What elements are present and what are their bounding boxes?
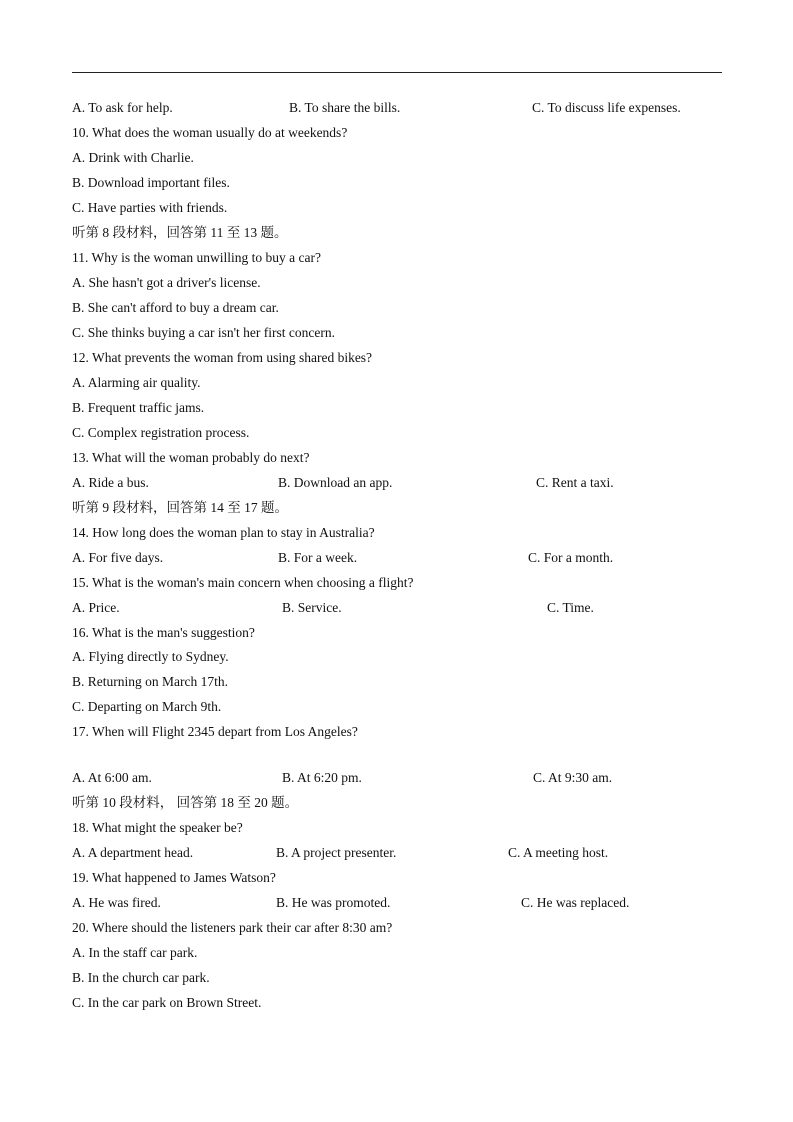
q19-stem: 19. What happened to James Watson? (72, 870, 276, 885)
q9-option-c: C. To discuss life expenses. (532, 100, 681, 115)
section-heading-10: 听第 10 段材料， 回答第 18 至 20 题。 (72, 795, 299, 810)
q20-option-c: C. In the car park on Brown Street. (72, 995, 262, 1010)
q20-option-a: A. In the staff car park. (72, 945, 198, 960)
q10-option-b: B. Download important files. (72, 175, 230, 190)
q14-option-a: A. For five days. (72, 550, 164, 565)
q19-option-c: C. He was replaced. (521, 895, 630, 910)
q12-option-c: C. Complex registration process. (72, 425, 250, 440)
q13-option-c: C. Rent a taxi. (536, 475, 614, 490)
q18-option-b: B. A project presenter. (276, 845, 397, 860)
q14-stem: 14. How long does the woman plan to stay in Australia? (72, 525, 375, 540)
q11-option-b: B. She can't afford to buy a dream car. (72, 300, 279, 315)
q15-option-a: A. Price. (72, 600, 120, 615)
q19-option-b: B. He was promoted. (276, 895, 391, 910)
q20-stem: 20. Where should the listeners park their car after 8:30 am? (72, 920, 393, 935)
q15-option-b: B. Service. (282, 600, 342, 615)
q13-option-a: A. Ride a bus. (72, 475, 149, 490)
q13-option-b: B. Download an app. (278, 475, 393, 490)
q13-stem: 13. What will the woman probably do next? (72, 450, 310, 465)
q18-option-a: A. A department head. (72, 845, 194, 860)
q14-option-c: C. For a month. (528, 550, 614, 565)
q20-option-b: B. In the church car park. (72, 970, 210, 985)
q10-option-c: C. Have parties with friends. (72, 200, 228, 215)
q15-stem: 15. What is the woman's main concern when choosing a flight? (72, 575, 414, 590)
q10-stem: 10. What does the woman usually do at weekends? (72, 125, 348, 140)
q16-option-a: A. Flying directly to Sydney. (72, 649, 229, 664)
q19-option-a: A. He was fired. (72, 895, 161, 910)
q16-option-c: C. Departing on March 9th. (72, 699, 222, 714)
q11-option-a: A. She hasn't got a driver's license. (72, 275, 261, 290)
q9-option-b: B. To share the bills. (289, 100, 401, 115)
q9-option-a: A. To ask for help. (72, 100, 173, 115)
q11-stem: 11. Why is the woman unwilling to buy a car? (72, 250, 321, 265)
q16-stem: 16. What is the man's suggestion? (72, 625, 255, 640)
q17-option-c: C. At 9:30 am. (533, 770, 613, 785)
q17-option-b: B. At 6:20 pm. (282, 770, 362, 785)
q18-stem: 18. What might the speaker be? (72, 820, 243, 835)
q16-option-b: B. Returning on March 17th. (72, 674, 228, 689)
q15-option-c: C. Time. (547, 600, 594, 615)
q14-option-b: B. For a week. (278, 550, 358, 565)
q12-option-b: B. Frequent traffic jams. (72, 400, 205, 415)
header-rule (72, 72, 722, 73)
q12-stem: 12. What prevents the woman from using shared bikes? (72, 350, 373, 365)
section-heading-9: 听第 9 段材料，回答第 14 至 17 题。 (72, 500, 288, 515)
q17-option-a: A. At 6:00 am. (72, 770, 152, 785)
section-heading-8: 听第 8 段材料，回答第 11 至 13 题。 (72, 225, 288, 240)
q17-stem: 17. When will Flight 2345 depart from Los Angeles? (72, 724, 358, 739)
q18-option-c: C. A meeting host. (508, 845, 609, 860)
q10-option-a: A. Drink with Charlie. (72, 150, 194, 165)
q11-option-c: C. She thinks buying a car isn't her first concern. (72, 325, 335, 340)
q12-option-a: A. Alarming air quality. (72, 375, 201, 390)
